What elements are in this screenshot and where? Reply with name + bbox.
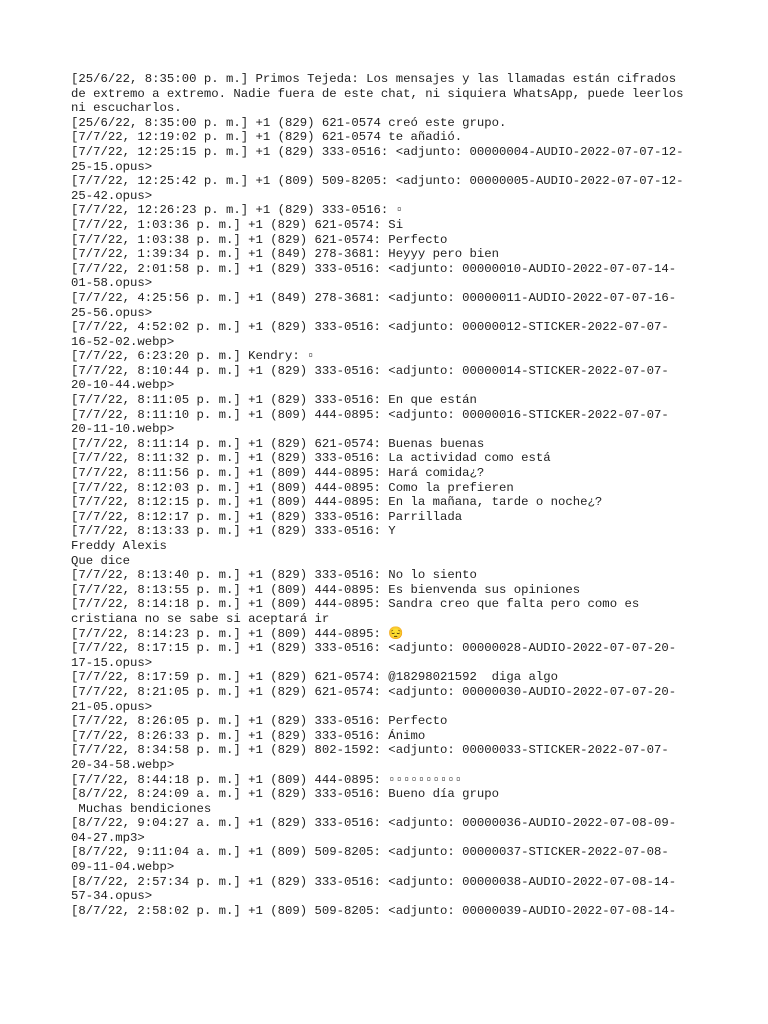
text-line: [7/7/22, 1:03:36 p. m.] +1 (829) 621-0574: Si — [71, 217, 404, 232]
text-line: [8/7/22, 2:57:34 p. m.] +1 (829) 333-0516: <adjunto: 00000038-AUDIO-2022-07-08-14- — [71, 874, 677, 889]
text-line: [7/7/22, 12:25:15 p. m.] +1 (829) 333-0516: <adjunto: 00000004-AUDIO-2022-07-07-12- — [71, 144, 684, 159]
text-line: Que dice — [71, 553, 131, 568]
text-line: [7/7/22, 6:23:20 p. m.] Kendry: ▫ — [71, 349, 315, 364]
text-line: 17-15.opus> — [71, 655, 153, 670]
text-line: [7/7/22, 12:19:02 p. m.] +1 (829) 621-0574 te añadió. — [71, 130, 463, 145]
text-line: [25/6/22, 8:35:00 p. m.] Primos Tejeda: Los mensajes y las llamadas están cifrados — [71, 72, 677, 86]
text-line: 20-34-58.webp> — [71, 757, 175, 772]
text-line: 57-34.opus> — [71, 889, 153, 904]
text-line: [8/7/22, 8:24:09 a. m.] +1 (829) 333-0516: Bueno día grupo — [71, 787, 500, 802]
text-line: [7/7/22, 4:52:02 p. m.] +1 (829) 333-0516: <adjunto: 00000012-STICKER-2022-07-07- — [71, 320, 669, 335]
text-line: [7/7/22, 12:25:42 p. m.] +1 (809) 509-8205: <adjunto: 00000005-AUDIO-2022-07-07-12- — [71, 174, 684, 189]
text-line: [7/7/22, 8:17:59 p. m.] +1 (829) 621-0574: @18298021592 diga algo — [71, 670, 559, 685]
text-line: [7/7/22, 8:10:44 p. m.] +1 (829) 333-0516: <adjunto: 00000014-STICKER-2022-07-07- — [71, 363, 669, 378]
text-line: [7/7/22, 2:01:58 p. m.] +1 (829) 333-0516: <adjunto: 00000010-AUDIO-2022-07-07-14- — [71, 261, 677, 276]
text-line: Muchas bendiciones — [71, 801, 212, 816]
text-line: 25-56.opus> — [71, 305, 153, 320]
text-line: 16-52-02.webp> — [71, 334, 175, 349]
text-line: [7/7/22, 8:17:15 p. m.] +1 (829) 333-0516: <adjunto: 00000028-AUDIO-2022-07-07-20- — [71, 641, 677, 656]
text-line: [7/7/22, 4:25:56 p. m.] +1 (849) 278-3681: <adjunto: 00000011-AUDIO-2022-07-07-16- — [71, 290, 677, 305]
text-line: [7/7/22, 8:11:14 p. m.] +1 (829) 621-0574: Buenas buenas — [71, 436, 485, 451]
text-line: [8/7/22, 9:04:27 a. m.] +1 (829) 333-0516: <adjunto: 00000036-AUDIO-2022-07-08-09- — [71, 816, 677, 831]
text-line: [7/7/22, 8:13:55 p. m.] +1 (809) 444-0895: Es bienvenda sus opiniones — [71, 582, 581, 597]
text-line: [8/7/22, 9:11:04 a. m.] +1 (809) 509-8205: <adjunto: 00000037-STICKER-2022-07-08- — [71, 845, 669, 860]
text-line: [7/7/22, 8:26:05 p. m.] +1 (829) 333-0516: Perfecto — [71, 714, 448, 729]
chat-transcript — [71, 72, 711, 918]
text-line: [7/7/22, 8:13:40 p. m.] +1 (829) 333-0516: No lo siento — [71, 568, 477, 583]
text-line: 25-15.opus> — [71, 159, 153, 174]
text-line: [7/7/22, 8:26:33 p. m.] +1 (829) 333-0516: Ánimo — [71, 728, 426, 743]
text-line: [7/7/22, 8:13:33 p. m.] +1 (829) 333-0516: Y — [71, 524, 396, 539]
text-line: 21-05.opus> — [71, 699, 153, 714]
text-line: 25-42.opus> — [71, 188, 153, 203]
text-line: [7/7/22, 8:12:15 p. m.] +1 (809) 444-0895: En la mañana, tarde o noche¿? — [71, 495, 603, 510]
text-line: [7/7/22, 1:03:38 p. m.] +1 (829) 621-0574: Perfecto — [71, 232, 448, 247]
text-line: 20-11-10.webp> — [71, 422, 175, 437]
text-line: [7/7/22, 8:21:05 p. m.] +1 (829) 621-0574: <adjunto: 00000030-AUDIO-2022-07-07-20- — [71, 684, 677, 699]
text-line: [7/7/22, 1:39:34 p. m.] +1 (849) 278-3681: Heyyy pero bien — [71, 247, 500, 262]
text-line: 20-10-44.webp> — [71, 378, 175, 393]
text-line: [7/7/22, 8:11:05 p. m.] +1 (829) 333-0516: En que están — [71, 393, 477, 408]
text-line: [7/7/22, 12:26:23 p. m.] +1 (829) 333-0516: ▫ — [71, 203, 404, 218]
text-line: [7/7/22, 8:12:03 p. m.] +1 (809) 444-0895: Como la prefieren — [71, 480, 514, 495]
text-line: [25/6/22, 8:35:00 p. m.] +1 (829) 621-0574 creó este grupo. — [71, 115, 507, 130]
text-line: de extremo a extremo. Nadie fuera de este chat, ni siquiera WhatsApp, puede leerlos — [71, 86, 684, 101]
text-line: [7/7/22, 8:11:10 p. m.] +1 (809) 444-0895: <adjunto: 00000016-STICKER-2022-07-07- — [71, 407, 669, 422]
text-line: [7/7/22, 8:11:32 p. m.] +1 (829) 333-0516: La actividad como está — [71, 451, 551, 466]
text-line: [7/7/22, 8:12:17 p. m.] +1 (829) 333-0516: Parrillada — [71, 509, 463, 524]
text-line: [7/7/22, 8:34:58 p. m.] +1 (829) 802-1592: <adjunto: 00000033-STICKER-2022-07-07- — [71, 743, 669, 758]
text-line: Freddy Alexis — [71, 539, 167, 553]
text-line: 01-58.opus> — [71, 276, 153, 291]
text-line: [7/7/22, 8:14:23 p. m.] +1 (809) 444-0895: 😔 — [71, 626, 404, 641]
text-line: cristiana no se sabe si aceptará ir — [71, 611, 330, 626]
text-line: ni escucharlos. — [71, 101, 182, 116]
text-line: [8/7/22, 2:58:02 p. m.] +1 (809) 509-8205: <adjunto: 00000039-AUDIO-2022-07-08-14- — [71, 903, 677, 918]
text-line: 04-27.mp3> — [71, 830, 145, 845]
text-line: [7/7/22, 8:11:56 p. m.] +1 (809) 444-0895: Hará comida¿? — [71, 466, 485, 481]
text-line: 09-11-04.webp> — [71, 860, 175, 875]
text-line: [7/7/22, 8:44:18 p. m.] +1 (809) 444-0895: ▫▫▫▫▫▫▫▫▫▫ — [71, 772, 463, 787]
text-line: [7/7/22, 8:14:18 p. m.] +1 (809) 444-0895: Sandra creo que falta pero como es — [71, 597, 640, 612]
